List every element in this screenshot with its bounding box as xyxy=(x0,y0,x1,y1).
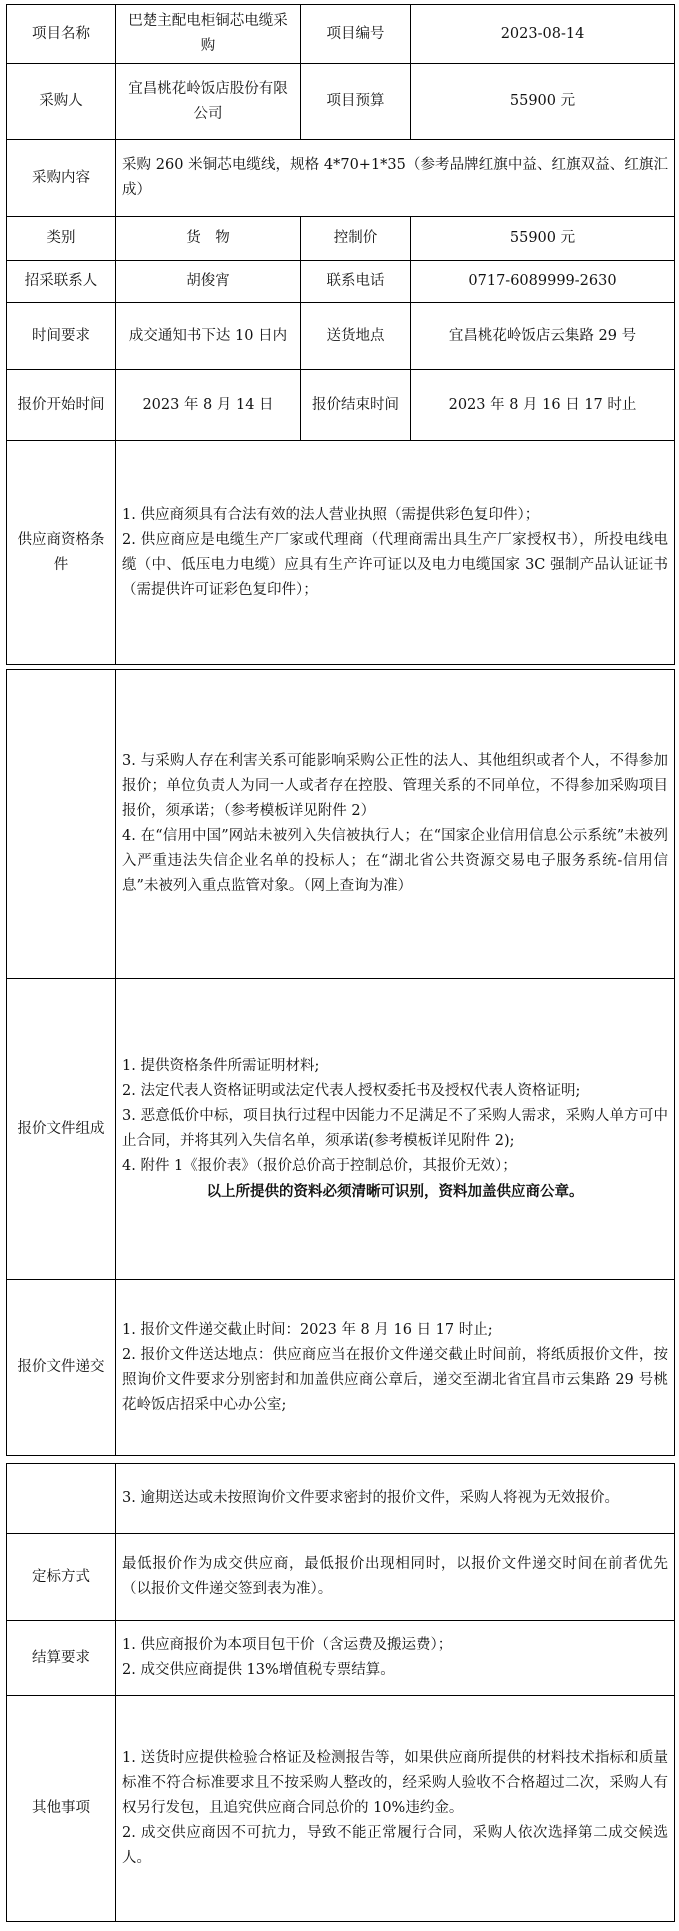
quote-end-value: 2023 年 8 月 16 日 17 时止 xyxy=(411,370,675,441)
contact-value: 胡俊宵 xyxy=(116,261,301,303)
qualification-label: 供应商资格条件 xyxy=(7,441,116,665)
project-name-label: 项目名称 xyxy=(7,5,116,64)
project-name-value: 巴楚主配电柜铜芯电缆采购 xyxy=(116,5,301,64)
settlement-item-2: 2. 成交供应商提供 13%增值税专票结算。 xyxy=(122,1662,395,1678)
submission-item-2: 2. 报价文件送达地点：供应商应当在报价文件递交截止时间前，将纸质报价文件，按照询价文件要求分别密封和加盖供应商公章后，递交至湖北省宜昌市云集路 29 号桃花岭饭店招采中心办公室; xyxy=(122,1346,668,1413)
table-row xyxy=(7,1464,675,1534)
contact-label: 招采联系人 xyxy=(7,261,116,303)
qualification-item-3: 3. 与采购人存在利害关系可能影响采购公正性的法人、其他组织或者个人，不得参加报价；单位负责人为同一人或者存在控股、管理关系的不同单位，不得参加采购项目报价，须承诺；（参考模板详见附件 2） xyxy=(122,753,668,819)
other-label: 其他事项 xyxy=(7,1696,116,1922)
qualification-item-2: 2. 供应商应是电缆生产厂家或代理商（代理商需出具生产厂家授权书），所投电线电缆（中、低压电力电缆）应具有生产许可证以及电力电缆国家 3C 强制产品认证证书（需提供许可证彩色复印件）； xyxy=(122,531,668,598)
delivery-value: 宜昌桃花岭饭店云集路 29 号 xyxy=(411,303,675,370)
table-row xyxy=(7,217,675,261)
settlement-item-1: 1. 供应商报价为本项目包干价（含运费及搬运费）； xyxy=(122,1637,453,1653)
table-row xyxy=(7,64,675,140)
phone-label: 联系电话 xyxy=(301,261,411,303)
budget-label: 项目预算 xyxy=(301,64,411,140)
qualification-cont-cell xyxy=(116,670,675,979)
control-price-label: 控制价 xyxy=(301,217,411,261)
category-label: 类别 xyxy=(7,217,116,261)
info-table-2 xyxy=(6,669,675,1456)
table-row xyxy=(7,670,675,979)
table-row xyxy=(7,1280,675,1456)
content-label: 采购内容 xyxy=(7,140,116,217)
quote-docs-note: 以上所提供的资料必须清晰可识别，资料加盖供应商公章。 xyxy=(206,1183,584,1200)
award-label: 定标方式 xyxy=(7,1534,116,1621)
category-value: 货 物 xyxy=(116,217,301,261)
quote-docs-label: 报价文件组成 xyxy=(7,979,116,1280)
content-value: 采购 260 米铜芯电缆线，规格 4*70+1*35（参考品牌红旗中益、红旗双益、红旗汇成） xyxy=(116,140,675,217)
submission-cont-label xyxy=(7,1464,116,1534)
purchaser-label: 采购人 xyxy=(7,64,116,140)
quote-docs-item-3: 3. 恶意低价中标，项目执行过程中因能力不足满足不了采购人需求，采购人单方可中止合同，并将其列入失信名单，须承诺(参考模板详见附件 2); xyxy=(122,1108,668,1149)
other-item-2: 2. 成交供应商因不可抗力，导致不能正常履行合同，采购人依次选择第二成交候选人。 xyxy=(122,1825,668,1866)
table-row xyxy=(7,1696,675,1922)
table-row xyxy=(7,1534,675,1621)
submission-label: 报价文件递交 xyxy=(7,1280,116,1456)
time-req-label: 时间要求 xyxy=(7,303,116,370)
table-row xyxy=(7,140,675,217)
qualification-item-1: 1. 供应商须具有合法有效的法人营业执照（需提供彩色复印件）； xyxy=(122,506,540,523)
table-row xyxy=(7,370,675,441)
info-table-3 xyxy=(6,1463,675,1922)
other-cell xyxy=(116,1696,675,1922)
qualification-cell xyxy=(116,441,675,665)
quote-docs-item-1: 1. 提供资格条件所需证明材料; xyxy=(122,1058,320,1074)
phone-value: 0717-6089999-2630 xyxy=(411,261,675,303)
budget-value: 55900 元 xyxy=(411,64,675,140)
quote-start-value: 2023 年 8 月 14 日 xyxy=(116,370,301,441)
submission-cont-cell xyxy=(116,1464,675,1534)
table-row xyxy=(7,5,675,64)
table-row xyxy=(7,441,675,665)
settlement-cell xyxy=(116,1621,675,1696)
submission-item-3: 3. 逾期送达或未按照询价文件要求密封的报价文件，采购人将视为无效报价。 xyxy=(122,1490,619,1506)
purchaser-value: 宜昌桃花岭饭店股份有限公司 xyxy=(116,64,301,140)
quote-end-label: 报价结束时间 xyxy=(301,370,411,441)
settlement-label: 结算要求 xyxy=(7,1621,116,1696)
time-req-value: 成交通知书下达 10 日内 xyxy=(116,303,301,370)
project-no-value: 2023-08-14 xyxy=(411,5,675,64)
control-price-value: 55900 元 xyxy=(411,217,675,261)
project-no-label: 项目编号 xyxy=(301,5,411,64)
qualification-cont-label xyxy=(7,670,116,979)
table-row xyxy=(7,261,675,303)
quote-docs-item-4: 4. 附件 1《报价表》（报价总价高于控制总价，其报价无效）； xyxy=(122,1158,517,1174)
quote-docs-cell xyxy=(116,979,675,1280)
table-row xyxy=(7,979,675,1280)
table-row xyxy=(7,1621,675,1696)
info-table-1 xyxy=(6,4,675,665)
delivery-label: 送货地点 xyxy=(301,303,411,370)
submission-item-1: 1. 报价文件递交截止时间：2023 年 8 月 16 日 17 时止; xyxy=(122,1321,493,1338)
quote-docs-item-2: 2. 法定代表人资格证明或法定代表人授权委托书及授权代表人资格证明; xyxy=(122,1083,581,1099)
other-item-1: 1. 送货时应提供检验合格证及检测报告等，如果供应商所提供的材料技术指标和质量标准不符合标准要求且不按采购人整改的，经采购人验收不合格超过二次，采购人有权另行发包，且追究供应商合同总价的 10%违约金。 xyxy=(122,1750,668,1816)
submission-cell xyxy=(116,1280,675,1456)
quote-start-label: 报价开始时间 xyxy=(7,370,116,441)
table-row xyxy=(7,303,675,370)
qualification-item-4: 4. 在“信用中国”网站未被列入失信被执行人；在“国家企业信用信息公示系统”未被列入严重违法失信企业名单的投标人；在“湖北省公共资源交易电子服务系统-信用信息”未被列入重点监管对象。（网上查询为准） xyxy=(122,828,668,894)
award-text: 最低报价作为成交供应商，最低报价出现相同时，以报价文件递交时间在前者优先（以报价文件递交签到表为准）。 xyxy=(116,1534,675,1621)
